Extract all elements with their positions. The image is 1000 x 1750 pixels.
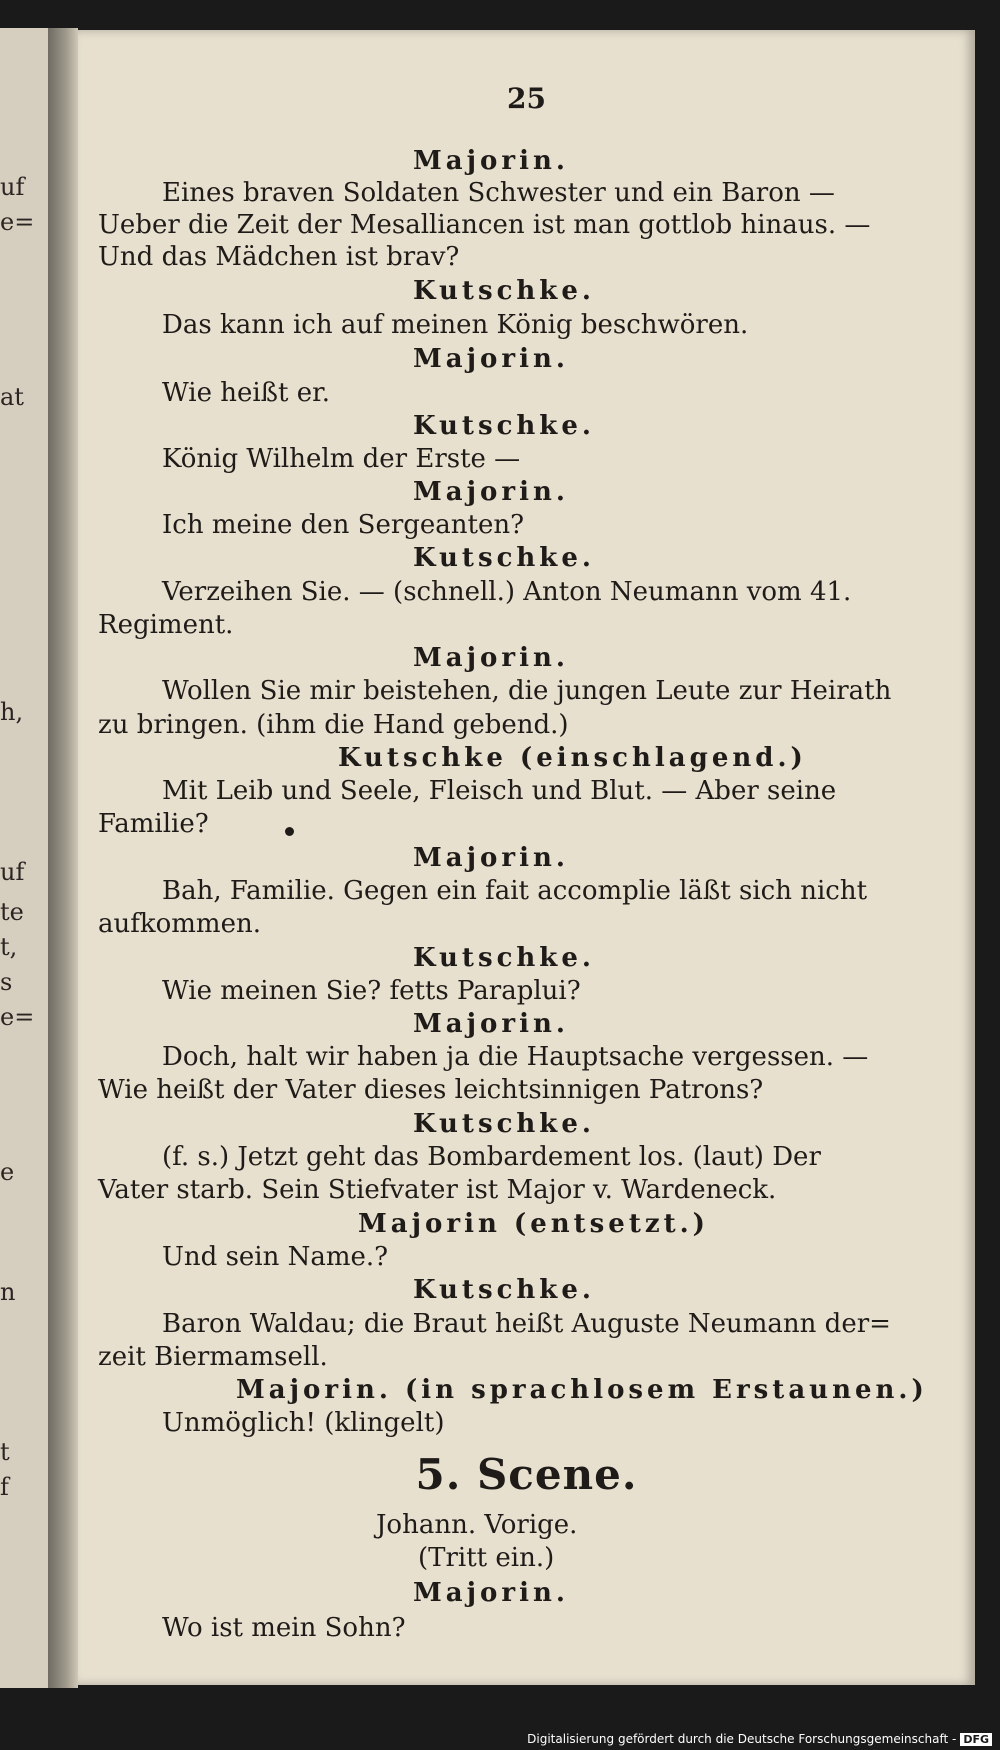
speaker-name: Majorin. — [413, 344, 569, 374]
margin-fragment: h, — [0, 698, 24, 726]
credit-text: Digitalisierung gefördert durch die Deutsche Forschungsgemeinschaft - — [527, 1732, 957, 1746]
margin-fragment: s — [0, 968, 13, 996]
speaker-name: Kutschke. — [413, 543, 595, 573]
text-line: Johann. Vorige. — [376, 1510, 578, 1540]
stage-direction: (Tritt ein.) — [418, 1543, 555, 1573]
speaker-name: Majorin. — [413, 146, 569, 176]
speaker-name: Majorin. — [413, 643, 569, 673]
speaker-name: Kutschke. — [413, 943, 595, 973]
text-line: Doch, halt wir haben ja die Hauptsache vergessen. — — [162, 1042, 869, 1072]
text-line: Wo ist mein Sohn? — [162, 1613, 406, 1643]
text-line: (f. s.) Jetzt geht das Bombardement los. (laut) Der — [162, 1142, 821, 1172]
page-number: 25 — [507, 82, 546, 115]
text-line: Ich meine den Sergeanten? — [162, 510, 525, 540]
text-line: Familie? — [98, 809, 209, 839]
text-line: Baron Waldau; die Braut heißt Auguste Neumann der= — [162, 1309, 891, 1339]
text-line: Wie heißt er. — [162, 378, 330, 408]
speaker-name: Kutschke. — [413, 276, 595, 306]
margin-fragment: t — [0, 1438, 10, 1466]
speaker-name: Majorin (entsetzt.) — [358, 1209, 709, 1239]
margin-fragment: e — [0, 1158, 15, 1186]
scene-heading: 5. Scene. — [415, 1450, 638, 1499]
digitization-credit — [527, 1732, 992, 1746]
margin-fragment: at — [0, 383, 24, 411]
margin-fragment: t, — [0, 933, 18, 961]
margin-fragment: te — [0, 898, 24, 926]
text-line: Wie heißt der Vater dieses leichtsinnigen Patrons? — [98, 1075, 764, 1105]
text-line: Und das Mädchen ist brav? — [98, 242, 460, 272]
adjacent-page-edge — [0, 28, 48, 1688]
speaker-name: Majorin. — [413, 1578, 569, 1608]
book-gutter — [48, 28, 78, 1688]
speaker-name: Kutschke. — [413, 411, 595, 441]
margin-fragment: f — [0, 1473, 9, 1501]
speaker-name: Majorin. — [413, 1009, 569, 1039]
speaker-name: Majorin. — [413, 477, 569, 507]
speaker-name: Majorin. — [413, 843, 569, 873]
text-line: Wollen Sie mir beistehen, die jungen Leute zur Heirath — [162, 676, 892, 706]
text-line: Verzeihen Sie. — (schnell.) Anton Neumann vom 41. — [162, 577, 852, 607]
text-line: Ueber die Zeit der Mesalliancen ist man gottlob hinaus. — — [98, 210, 871, 240]
book-page — [78, 30, 975, 1685]
speaker-name: Kutschke. — [413, 1109, 595, 1139]
margin-fragment: uf — [0, 173, 25, 201]
text-line: Vater starb. Sein Stiefvater ist Major v. Wardeneck. — [98, 1175, 777, 1205]
text-line: Das kann ich auf meinen König beschwören. — [162, 310, 749, 340]
ink-dot — [285, 827, 294, 836]
speaker-name: Kutschke (einschlagend.) — [338, 743, 807, 773]
speaker-name: Majorin. (in sprachlosem Erstaunen.) — [236, 1375, 928, 1405]
speaker-name: Kutschke. — [413, 1275, 595, 1305]
text-line: König Wilhelm der Erste — — [162, 444, 521, 474]
text-line: Unmöglich! (klingelt) — [162, 1408, 445, 1438]
text-line: Und sein Name.? — [162, 1242, 389, 1272]
text-line: Mit Leib und Seele, Fleisch und Blut. — Aber seine — [162, 776, 837, 806]
text-line: Regiment. — [98, 610, 234, 640]
text-line: aufkommen. — [98, 909, 261, 939]
dfg-logo: DFG — [960, 1733, 992, 1746]
margin-fragment: n — [0, 1278, 16, 1306]
text-line: Wie meinen Sie? fetts Paraplui? — [162, 976, 581, 1006]
margin-fragment: e= — [0, 208, 35, 236]
text-line: zu bringen. (ihm die Hand gebend.) — [98, 710, 569, 740]
margin-fragment: e= — [0, 1003, 35, 1031]
text-line: Eines braven Soldaten Schwester und ein Baron — — [162, 178, 835, 208]
text-line: Bah, Familie. Gegen ein fait accomplie läßt sich nicht — [162, 876, 868, 906]
text-line: zeit Biermamsell. — [98, 1342, 328, 1372]
margin-fragment: uf — [0, 858, 25, 886]
